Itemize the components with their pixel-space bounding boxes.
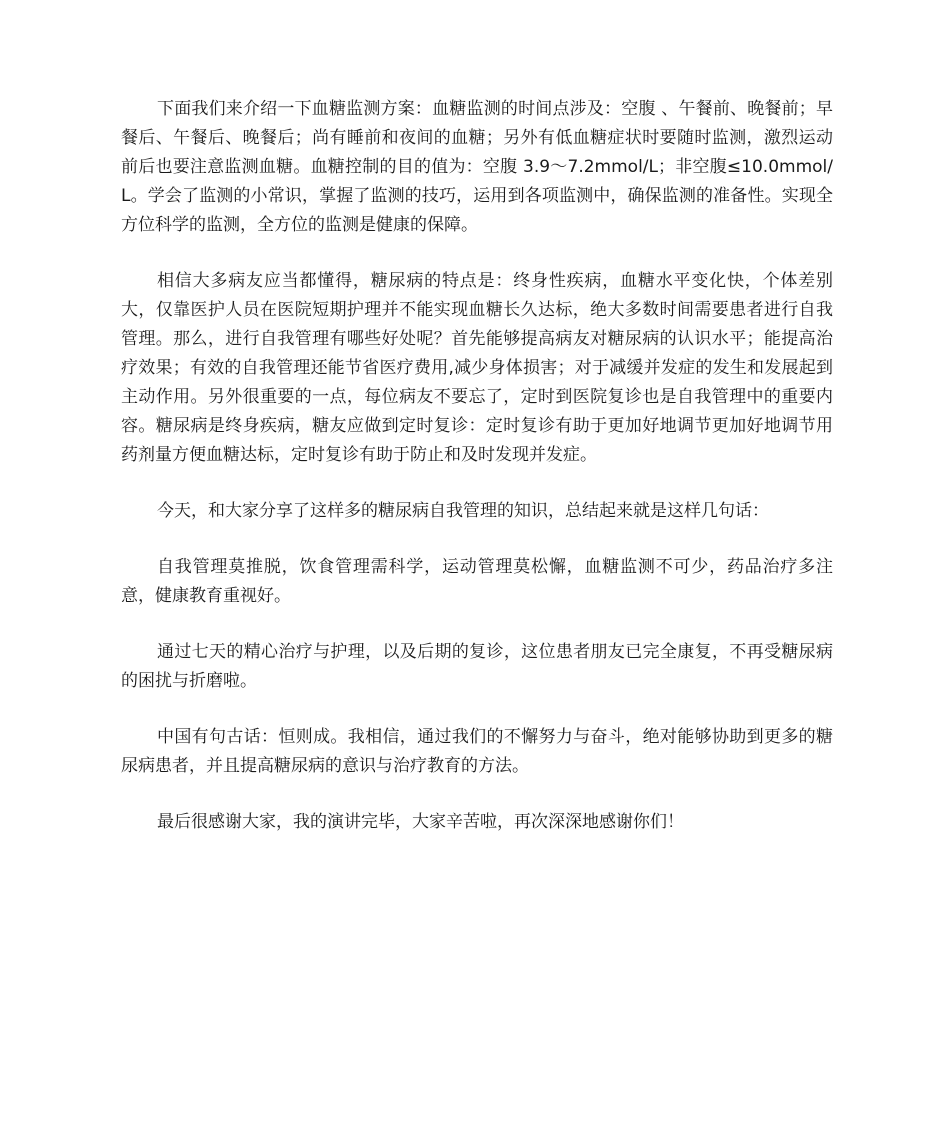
paragraph-patient-recovery: 通过七天的精心治疗与护理，以及后期的复诊，这位患者朋友已完全康复，不再受糖尿病的困扰与折磨啦。 [121, 642, 833, 691]
paragraph-self-management-benefits: 相信大多病友应当都懂得，糖尿病的特点是：终身性疾病，血糖水平变化快，个体差别大，仅靠医护人员在医院短期护理并不能实现血糖长久达标，绝大多数时间需要患者进行自我管理。那么，进行自我管理有哪些好处呢？首先能够提高病友对糖尿病的认识水平；能提高治疗效果；有效的自我管理还能节省医疗费用,减少身体损害；对于减缓并发症的发生和发展起到主动作用。另外很重要的一点，每位病友不要忘了，定时到医院复诊也是自我管理中的重要内容。糖尿病是终身疾病，糖友应做到定时复诊：定时复诊有助于更加好地调节更加好地调节用药剂量方便血糖达标，定时复诊有助于防止和及时发现并发症。 [121, 271, 833, 465]
paragraph-blood-glucose-monitoring: 下面我们来介绍一下血糖监测方案：血糖监测的时间点涉及：空腹 、午餐前、晚餐前；早餐后、午餐后、晚餐后；尚有睡前和夜间的血糖；另外有低血糖症状时要随时监测，激烈运动前后也要注意监测血糖。血糖控制的目的值为：空腹 3.9～7.2mmol/L；非空腹≤10.0mmol/L。学会了监测的小常识，掌握了监测的技巧，运用到各项监测中，确保监测的准备性。实现全方位科学的监测，全方位的监测是健康的保障。 [121, 99, 833, 235]
paragraph-summary-intro: 今天，和大家分享了这样多的糖尿病自我管理的知识，总结起来就是这样几句话： [157, 501, 769, 521]
paragraph-proverb: 中国有句古话：恒则成。我相信，通过我们的不懈努力与奋斗，绝对能够协助到更多的糖尿病患者，并且提高糖尿病的意识与治疗教育的方法。 [121, 727, 833, 776]
paragraph-summary-verse: 自我管理莫推脱，饮食管理需科学，运动管理莫松懈，血糖监测不可少，药品治疗多注意，健康教育重视好。 [121, 557, 833, 606]
document-page [121, 95, 833, 864]
paragraph-closing-thanks: 最后很感谢大家，我的演讲完毕，大家辛苦啦，再次深深地感谢你们！ [157, 812, 684, 832]
